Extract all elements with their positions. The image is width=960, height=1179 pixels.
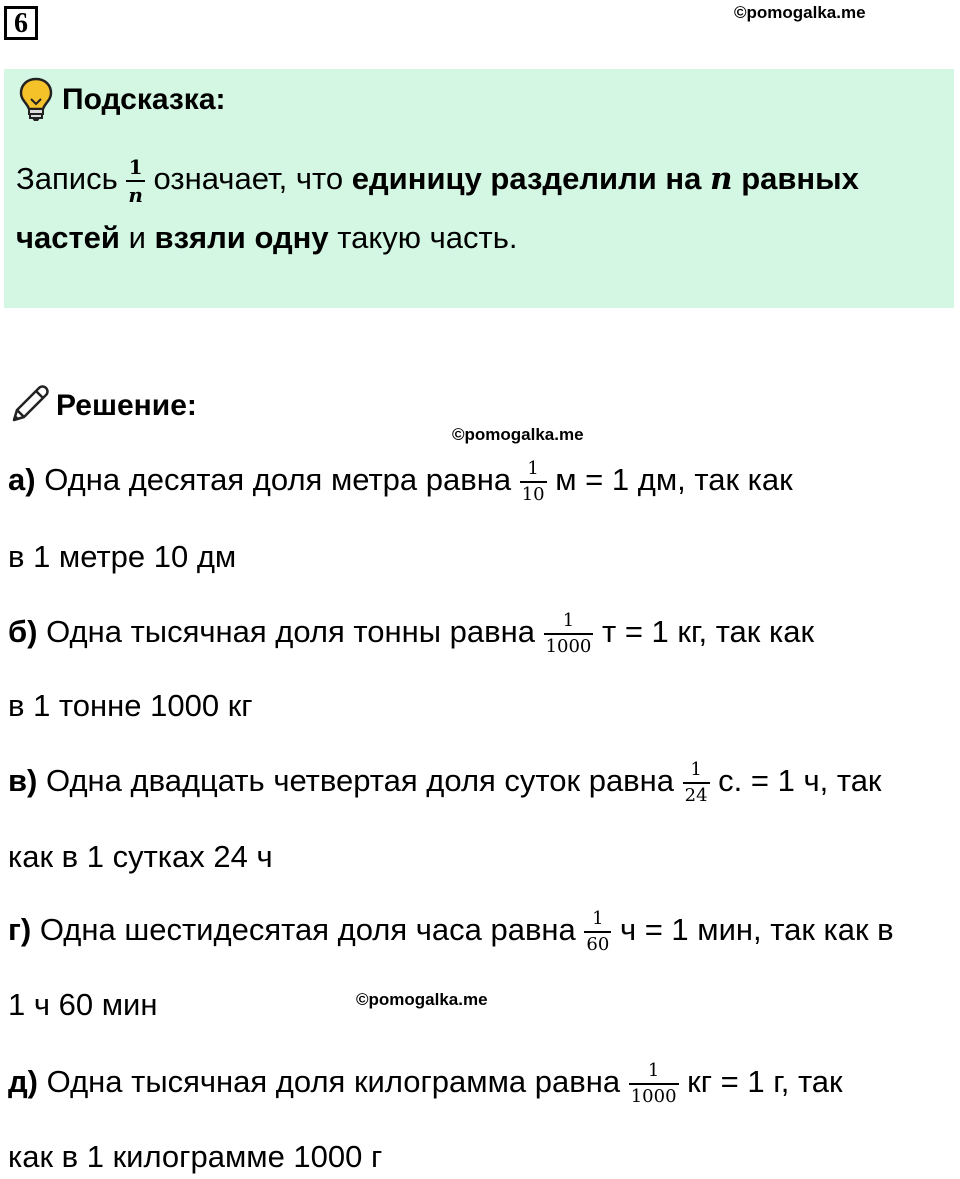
- hint-line-1: [16, 157, 859, 205]
- item-line-2: в 1 тонне 1000 кг: [8, 688, 253, 723]
- item-line-2: как в 1 килограмме 1000 г: [8, 1139, 383, 1174]
- item-text-after: м = 1 дм, так как: [555, 462, 793, 498]
- pencil-icon: [8, 382, 52, 426]
- item-label: б): [8, 614, 38, 650]
- fraction-numerator: 1: [629, 1062, 679, 1085]
- item-text-before: Одна тысячная доля тонны равна: [46, 614, 535, 650]
- hint-line-end: такую часть.: [337, 220, 518, 255]
- hint-variable: n: [710, 161, 733, 198]
- item-label: в): [8, 763, 38, 799]
- fraction-numerator: 1: [544, 612, 594, 635]
- hint-prefix: Запись: [16, 161, 118, 197]
- hint-line-2: [16, 218, 517, 258]
- hint-title: Подсказка:: [62, 83, 226, 116]
- solution-item-d: [8, 1062, 843, 1106]
- hint-bold-parts: частей: [16, 220, 120, 255]
- item-label: г): [8, 912, 32, 948]
- item-label: д): [8, 1064, 39, 1100]
- fraction-numerator: 1: [584, 910, 611, 933]
- item-line-2: 1 ч 60 мин: [8, 987, 158, 1022]
- solution-item-v: [8, 761, 882, 805]
- solution-item-b: [8, 612, 814, 656]
- task-number-badge: 6: [4, 6, 38, 40]
- item-text-before: Одна тысячная доля килограмма равна: [46, 1064, 621, 1100]
- item-text-after: ч = 1 мин, так как в: [619, 912, 894, 948]
- fraction-numerator: 1: [683, 761, 710, 784]
- fraction-denominator: 1000: [630, 1086, 677, 1107]
- item-line-2: как в 1 сутках 24 ч: [8, 839, 273, 874]
- solution-item-a: [8, 460, 793, 504]
- item-text-before: Одна шестидесятая доля часа равна: [39, 912, 576, 948]
- fraction-denominator: 24: [684, 785, 708, 806]
- hint-bold-phrase: единицу разделили на: [351, 161, 702, 197]
- hint-and: и: [128, 220, 146, 255]
- hint-fraction-numerator: 1: [126, 157, 145, 182]
- item-fraction: [584, 910, 611, 954]
- item-text-after: с. = 1 ч, так: [718, 763, 882, 799]
- watermark: ©pomogalka.me: [734, 3, 866, 22]
- item-text-after: кг = 1 г, так: [687, 1064, 843, 1100]
- item-text-before: Одна десятая доля метра равна: [44, 462, 512, 498]
- hint-fraction: [126, 157, 145, 205]
- watermark: ©pomogalka.me: [452, 425, 584, 444]
- hint-bold-take-one: взяли одну: [154, 220, 329, 255]
- solution-item-g: [8, 910, 894, 954]
- fraction-denominator: 1000: [545, 636, 592, 657]
- item-fraction: [520, 460, 547, 504]
- item-line-2: в 1 метре 10 дм: [8, 539, 237, 574]
- fraction-denominator: 60: [586, 934, 610, 955]
- hint-fraction-denominator: n: [128, 183, 143, 207]
- watermark: ©pomogalka.me: [356, 990, 488, 1009]
- item-fraction: [544, 612, 594, 656]
- solution-title: Решение:: [56, 389, 197, 422]
- fraction-denominator: 10: [521, 484, 545, 505]
- hint-middle: означает, что: [153, 161, 344, 197]
- fraction-numerator: 1: [520, 460, 547, 483]
- item-label: а): [8, 462, 36, 498]
- lightbulb-icon: [16, 76, 56, 122]
- item-fraction: [629, 1062, 679, 1106]
- item-text-after: т = 1 кг, так как: [602, 614, 815, 650]
- hint-bold-end: равных: [741, 161, 859, 197]
- item-text-before: Одна двадцать четвертая доля суток равна: [46, 763, 675, 799]
- item-fraction: [683, 761, 710, 805]
